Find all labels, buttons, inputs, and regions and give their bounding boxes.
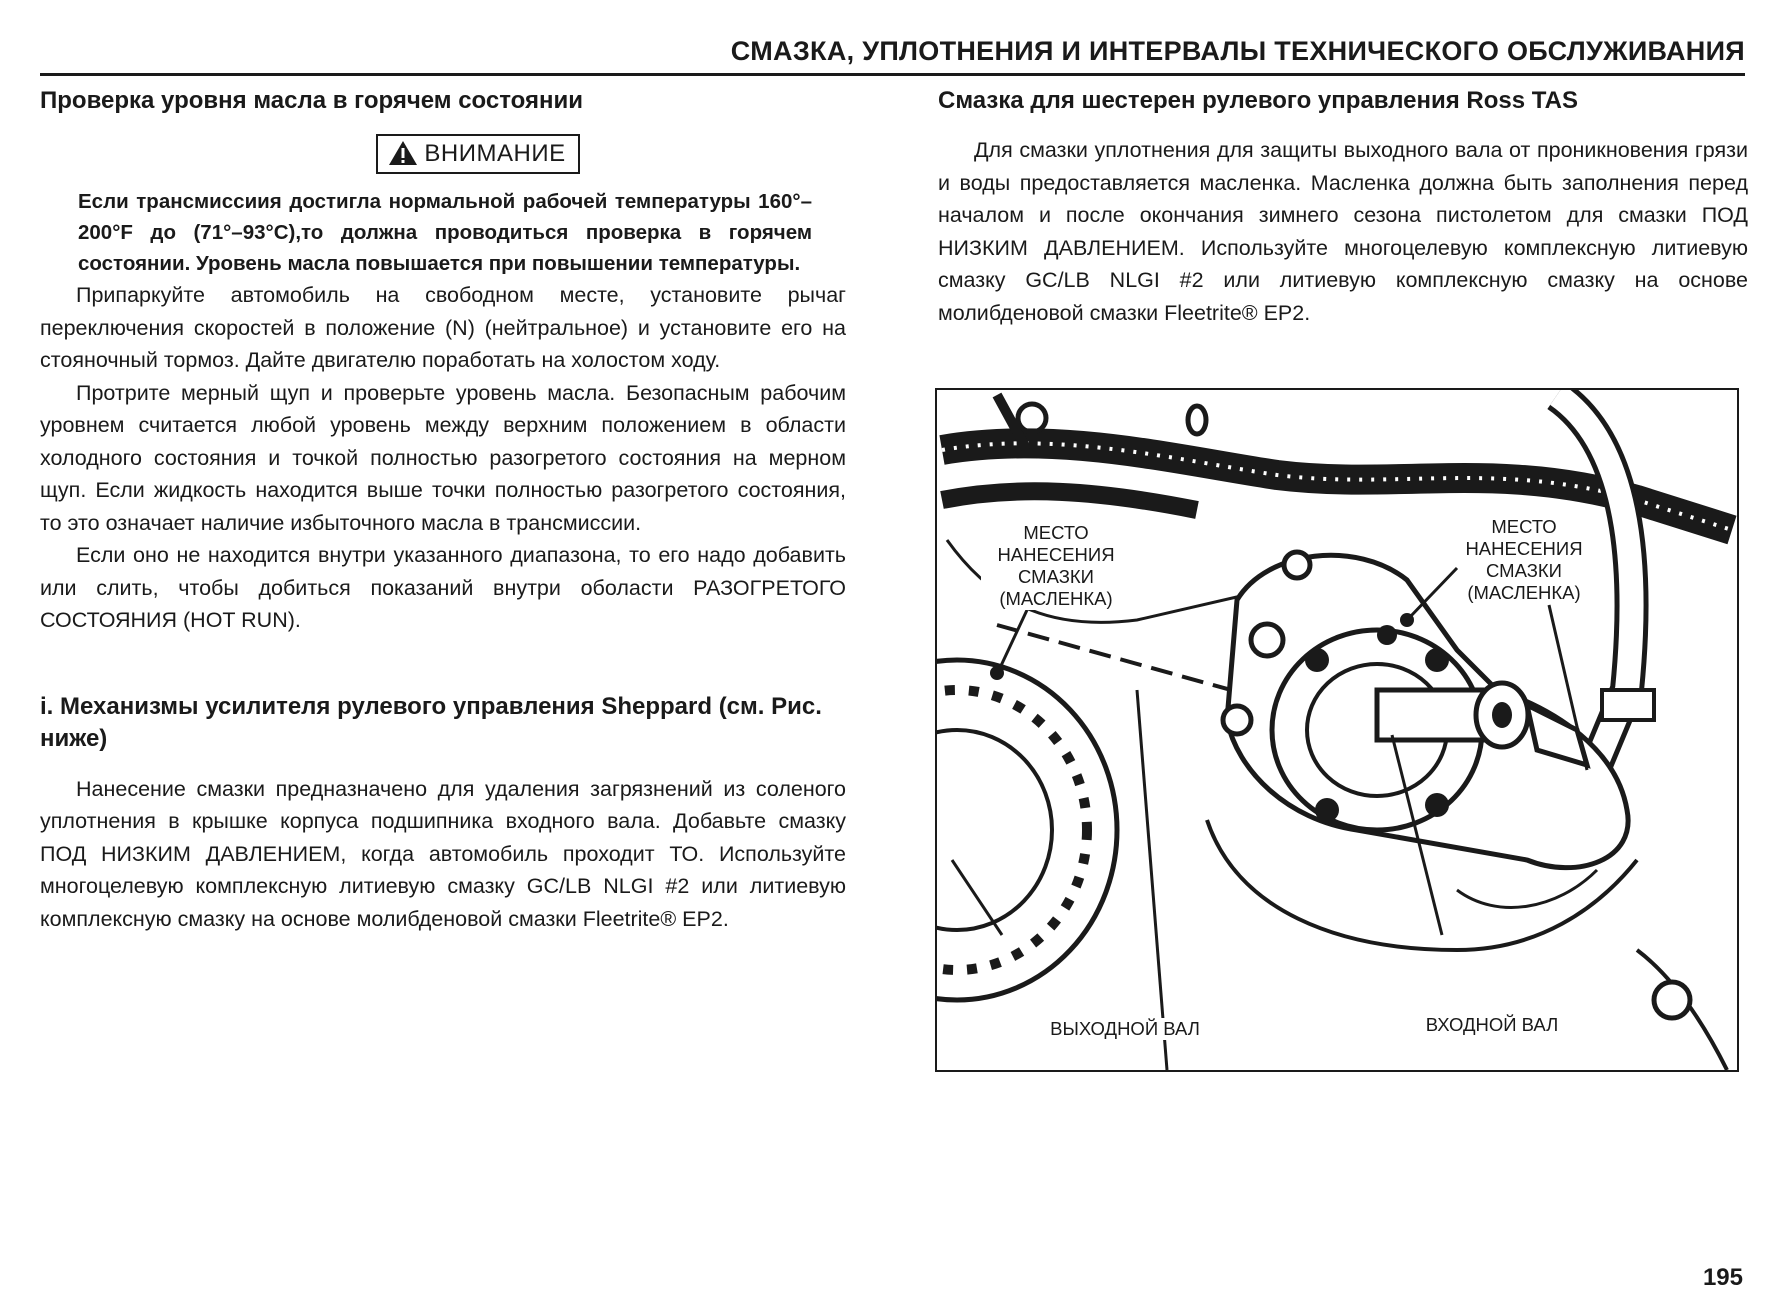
- steering-gear-figure: [935, 388, 1739, 1072]
- left-column: [40, 86, 846, 935]
- paragraph-dipstick: Протрите мерный щуп и проверьте уровень масла. Безопасным рабочим уровнем считается любой уровень между верхним положением в области холодного состояния и точкой полностью разогретого состояния на мерном щуп. Если жидкость находится выше точки полностью разогретого состояния, то это означает наличие избыточного масла в трансмиссии.: [40, 380, 846, 535]
- section-title-sheppard: i. Механизмы усилителя рулевого управления Sheppard (см. Рис. ниже): [40, 692, 822, 752]
- input-shaft-label: ВХОДНОЙ ВАЛ: [1392, 1014, 1592, 1036]
- label-right-line-2: НАНЕСЕНИЯ: [1465, 538, 1583, 559]
- output-shaft-label: ВЫХОДНОЙ ВАЛ: [1025, 1018, 1225, 1040]
- section-title-hot-oil-check: Проверка уровня масла в горячем состоянии: [40, 87, 584, 114]
- warning-box-wrap: [40, 134, 846, 174]
- warning-box: [376, 134, 579, 174]
- label-left-line-3: СМАЗКИ: [1018, 566, 1094, 587]
- page-header: СМАЗКА, УПЛОТНЕНИЯ И ИНТЕРВАЛЫ ТЕХНИЧЕСКОГО ОБСЛУЖИВАНИЯ: [40, 36, 1745, 76]
- label-left-line-1: МЕСТО: [1023, 522, 1089, 543]
- section-title-ross-tas: Смазка для шестерен рулевого управления Ross TAS: [938, 87, 1578, 114]
- label-left-line-4: (МАСЛЕНКА): [999, 588, 1113, 609]
- paragraph-range: Если оно не находится внутри указанного диапазона, то его надо добавить или слить, чтобы добиться показаний внутри оболасти РАЗОГРЕТОГО СОСТОЯНИЯ (HOT RUN).: [40, 543, 846, 632]
- paragraph-ross-tas: Для смазки уплотнения для защиты выходного вала от проникновения грязи и воды предоставляется масленка. Масленка должна быть заполнения перед началом и после окончания зимнего сезона пистолетом для смазки ПОД НИЗКИМ ДАВЛЕНИЕМ. Используйте многоцелевую комплексную литиевую смазку GC/LB NLGI #2 или литиевую комплексную смазку на основе молибденовой смазки Fleetrite® EP2.: [938, 138, 1748, 325]
- label-right-line-4: (МАСЛЕНКА): [1467, 582, 1581, 603]
- label-left-line-2: НАНЕСЕНИЯ: [997, 544, 1115, 565]
- right-column: [938, 86, 1748, 329]
- label-right-line-3: СМАЗКИ: [1486, 560, 1562, 581]
- paragraph-park: Припаркуйте автомобиль на свободном месте, установите рычаг переключения скоростей в положение (N) (нейтральное) и установите его на стояночный тормоз. Дайте двигателю поработать на холостом ходу.: [40, 283, 846, 372]
- lube-point-label-right: [1449, 516, 1599, 604]
- page-number: 195: [1702, 1264, 1743, 1291]
- label-right-line-1: МЕСТО: [1491, 516, 1557, 537]
- warning-text: Если трансмиссиия достигла нормальной рабочей температуры 160°–200°F до (71°–93°С),то должна проводиться проверка в горячем состоянии. Уровень масла повышается при повышении температуры.: [78, 190, 812, 275]
- steering-gear-illustration: [937, 390, 1737, 1070]
- warning-label: ВНИМАНИЕ: [424, 140, 566, 167]
- warning-icon: [388, 140, 418, 166]
- paragraph-sheppard: Нанесение смазки предназначено для удаления загрязнений из соленого уплотнения в крышке корпуса подшипника входного вала. Добавьте смазку ПОД НИЗКИМ ДАВЛЕНИЕМ, когда автомобиль проходит ТО. Используйте многоцелевую комплексную литиевую смазку GC/LB NLGI #2 или литиевую комплексную смазку на основе молибденовой смазки Fleetrite® EP2.: [40, 776, 846, 931]
- lube-point-label-left: [981, 522, 1131, 610]
